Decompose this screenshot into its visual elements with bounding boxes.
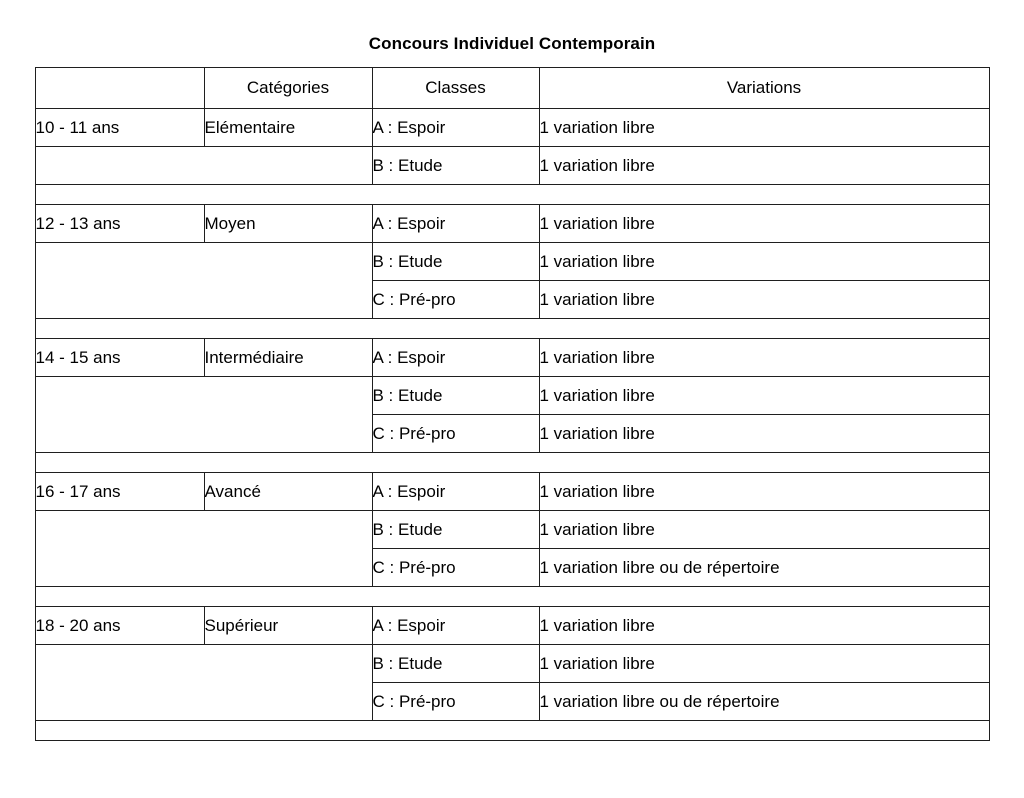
category-cell: Avancé [204, 473, 372, 511]
variation-cell: 1 variation libre [539, 243, 989, 281]
merged-empty-cell [35, 377, 372, 453]
group-row [35, 243, 989, 281]
variation-cell: 1 variation libre ou de répertoire [539, 683, 989, 721]
variation-cell: 1 variation libre [539, 205, 989, 243]
class-cell: A : Espoir [372, 205, 539, 243]
concours-table [35, 67, 990, 741]
merged-empty-cell [35, 645, 372, 721]
group-first-row [35, 205, 989, 243]
spacer-row [35, 185, 989, 205]
age-cell: 12 - 13 ans [35, 205, 204, 243]
group-row [35, 147, 989, 185]
group-first-row [35, 607, 989, 645]
class-cell: B : Etude [372, 147, 539, 185]
spacer-row [35, 319, 989, 339]
category-cell: Elémentaire [204, 109, 372, 147]
spacer-cell [35, 319, 989, 339]
variation-cell: 1 variation libre [539, 377, 989, 415]
age-cell: 18 - 20 ans [35, 607, 204, 645]
page-title: Concours Individuel Contemporain [368, 34, 656, 53]
group-first-row [35, 339, 989, 377]
group-row [35, 645, 989, 683]
variation-cell: 1 variation libre [539, 109, 989, 147]
spacer-cell [35, 453, 989, 473]
header-cell-categories: Catégories [204, 68, 372, 109]
variation-cell: 1 variation libre [539, 339, 989, 377]
class-cell: C : Pré-pro [372, 415, 539, 453]
merged-empty-cell [35, 147, 372, 185]
class-cell: C : Pré-pro [372, 683, 539, 721]
class-cell: C : Pré-pro [372, 281, 539, 319]
merged-empty-cell [35, 511, 372, 587]
category-cell: Intermédiaire [204, 339, 372, 377]
variation-cell: 1 variation libre [539, 645, 989, 683]
class-cell: B : Etude [372, 243, 539, 281]
merged-empty-cell [35, 243, 372, 319]
category-cell: Supérieur [204, 607, 372, 645]
class-cell: B : Etude [372, 511, 539, 549]
spacer-row [35, 587, 989, 607]
class-cell: A : Espoir [372, 109, 539, 147]
variation-cell: 1 variation libre [539, 415, 989, 453]
spacer-row [35, 721, 989, 741]
header-cell-variations: Variations [539, 68, 989, 109]
class-cell: B : Etude [372, 645, 539, 683]
group-row [35, 377, 989, 415]
variation-cell: 1 variation libre [539, 281, 989, 319]
class-cell: A : Espoir [372, 607, 539, 645]
age-cell: 16 - 17 ans [35, 473, 204, 511]
spacer-cell [35, 185, 989, 205]
variation-cell: 1 variation libre [539, 147, 989, 185]
table-body [35, 109, 989, 741]
group-first-row [35, 473, 989, 511]
category-cell: Moyen [204, 205, 372, 243]
header-row [35, 68, 989, 109]
class-cell: C : Pré-pro [372, 549, 539, 587]
spacer-cell [35, 721, 989, 741]
variation-cell: 1 variation libre [539, 511, 989, 549]
header-cell-classes: Classes [372, 68, 539, 109]
class-cell: A : Espoir [372, 473, 539, 511]
age-cell: 14 - 15 ans [35, 339, 204, 377]
age-cell: 10 - 11 ans [35, 109, 204, 147]
spacer-cell [35, 587, 989, 607]
class-cell: B : Etude [372, 377, 539, 415]
variation-cell: 1 variation libre [539, 473, 989, 511]
variation-cell: 1 variation libre [539, 607, 989, 645]
spacer-row [35, 453, 989, 473]
class-cell: A : Espoir [372, 339, 539, 377]
group-row [35, 511, 989, 549]
header-cell-empty [35, 68, 204, 109]
group-first-row [35, 109, 989, 147]
variation-cell: 1 variation libre ou de répertoire [539, 549, 989, 587]
